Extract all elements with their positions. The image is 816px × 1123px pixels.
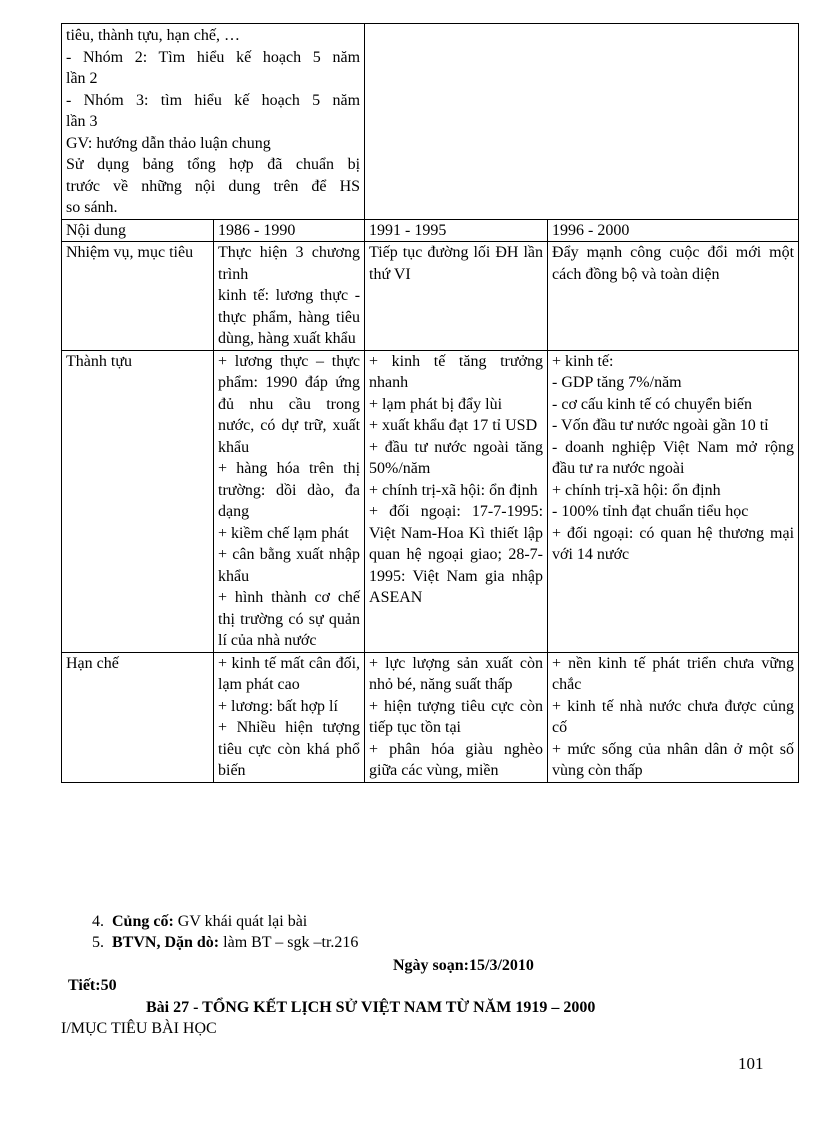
cell-line: kinh tế: lương thực - thực phẩm, hàng tiêu dùng, hàng xuất khẩu bbox=[218, 287, 361, 347]
cell-line: + cân bằng xuất nhập khẩu bbox=[218, 546, 361, 585]
lesson-title: Bài 27 - TỔNG KẾT LỊCH SỬ VIỆT NAM TỪ NĂM 1919 – 2000 bbox=[146, 999, 596, 1016]
cell-line: + kinh tế tăng trưởng nhanh bbox=[369, 352, 544, 391]
lesson-period: Tiết:50 bbox=[68, 977, 117, 994]
table-cell bbox=[365, 242, 548, 351]
cell-line: - GDP tăng 7%/năm bbox=[552, 374, 682, 391]
cell-line: + kiềm chế lạm phát bbox=[218, 524, 349, 542]
objectives-heading: I/MỤC TIÊU BÀI HỌC bbox=[61, 1020, 217, 1037]
cell-line: - cơ cấu kinh tế có chuyển biến bbox=[552, 395, 752, 413]
row-label: Thành tựu bbox=[62, 350, 214, 652]
list-number: 5. bbox=[92, 934, 104, 951]
list-item-consolidation bbox=[92, 911, 307, 932]
table-row bbox=[62, 652, 799, 782]
table-cell bbox=[214, 242, 365, 351]
intro-row bbox=[62, 24, 799, 220]
cell-line: + hiện tượng tiêu cực còn tiếp tục tồn tại bbox=[369, 697, 544, 736]
intro-line: - Nhóm 3: tìm hiểu kế hoạch 5 năm bbox=[66, 91, 361, 109]
cell-line: + phân hóa giàu nghèo giữa các vùng, miền bbox=[369, 740, 544, 779]
row-label: Hạn chế bbox=[62, 652, 214, 782]
list-item-text: làm BT – sgk –tr.216 bbox=[219, 934, 359, 951]
cell-line: + Nhiều hiện tượng tiêu cực còn khá phổ biến bbox=[218, 719, 361, 779]
cell-line: + đầu tư nước ngoài tăng 50%/năm bbox=[369, 438, 544, 477]
cell-line: + lương thực – thực phẩm: 1990 đáp ứng đủ nhu cầu trong nước, có dự trữ, xuất khẩu bbox=[218, 352, 361, 456]
table-cell bbox=[365, 652, 548, 782]
cell-line: + lương: bất hợp lí bbox=[218, 697, 338, 715]
header-cell: 1986 - 1990 bbox=[214, 219, 365, 242]
intro-cell bbox=[62, 24, 365, 220]
cell-line: + lực lượng sản xuất còn nhỏ bé, năng suất thấp bbox=[369, 654, 544, 693]
table-cell bbox=[365, 350, 548, 652]
table-cell bbox=[548, 652, 799, 782]
cell-line: + đối ngoại: có quan hệ thương mại với 14 nước bbox=[552, 524, 795, 563]
cell-line: + mức sống của nhân dân ở một số vùng còn thấp bbox=[552, 740, 795, 779]
table-cell bbox=[214, 350, 365, 652]
summary-table bbox=[61, 23, 799, 783]
list-item-text: GV khái quát lại bài bbox=[173, 913, 308, 930]
cell-line: + chính trị-xã hội: ổn định bbox=[369, 481, 538, 499]
cell-line: + hình thành cơ chế thị trường có sự quản lí của nhà nước bbox=[218, 589, 361, 649]
intro-empty-cell bbox=[365, 24, 799, 220]
table-cell bbox=[214, 652, 365, 782]
row-label: Nhiệm vụ, mục tiêu bbox=[62, 242, 214, 351]
intro-line: trước về những nội dung trên để HS bbox=[66, 177, 361, 195]
table-header-row bbox=[62, 219, 799, 242]
page-number: 101 bbox=[738, 1054, 764, 1073]
list-item-homework bbox=[92, 932, 358, 953]
intro-line: tiêu, thành tựu, hạn chế, … bbox=[66, 27, 240, 44]
cell-line: + kinh tế nhà nước chưa được củng cố bbox=[552, 697, 795, 736]
table-row bbox=[62, 350, 799, 652]
table-cell bbox=[548, 242, 799, 351]
intro-line: Sử dụng bảng tổng hợp đã chuẩn bị bbox=[66, 156, 361, 173]
list-item-heading: BTVN, Dặn dò: bbox=[112, 934, 220, 951]
cell-line: + xuất khẩu đạt 17 tỉ USD bbox=[369, 417, 538, 434]
cell-line: + chính trị-xã hội: ổn định bbox=[552, 481, 721, 499]
cell-line: + kinh tế mất cân đối, lạm phát cao bbox=[218, 654, 361, 693]
preparation-date: Ngày soạn:15/3/2010 bbox=[393, 957, 534, 974]
cell-line: - Vốn đầu tư nước ngoài gần 10 tỉ bbox=[552, 417, 769, 434]
intro-line: lần 2 bbox=[66, 70, 98, 87]
intro-line: lần 3 bbox=[66, 113, 98, 130]
cell-line: + hàng hóa trên thị trường: dồi dào, đa dạng bbox=[218, 460, 361, 520]
cell-line: Tiếp tục đường lối ĐH lần thứ VI bbox=[369, 244, 544, 283]
cell-line: + kinh tế: bbox=[552, 352, 614, 370]
cell-line: + nền kinh tế phát triển chưa vững chắc bbox=[552, 654, 795, 693]
list-item-heading: Củng cố: bbox=[112, 913, 174, 930]
cell-line: Đẩy mạnh công cuộc đổi mới một cách đồng bộ và toàn diện bbox=[552, 244, 795, 283]
table-cell bbox=[548, 350, 799, 652]
header-cell: 1996 - 2000 bbox=[548, 219, 799, 242]
cell-line: + lạm phát bị đẩy lùi bbox=[369, 395, 503, 413]
list-number: 4. bbox=[92, 913, 104, 930]
cell-line: Thực hiện 3 chương trình bbox=[218, 244, 361, 283]
intro-line: - Nhóm 2: Tìm hiểu kế hoạch 5 năm bbox=[66, 48, 361, 66]
cell-line: - doanh nghiệp Việt Nam mở rộng đầu tư ra nước ngoài bbox=[552, 438, 795, 477]
header-cell: 1991 - 1995 bbox=[365, 219, 548, 242]
cell-line: + đối ngoại: 17-7-1995: Việt Nam-Hoa Kì thiết lập quan hệ ngoại giao; 28-7-1995: Việt Nam gia nhập ASEAN bbox=[369, 503, 544, 606]
cell-line: - 100% tỉnh đạt chuẩn tiểu học bbox=[552, 503, 749, 520]
intro-line: GV: hướng dẫn thảo luận chung bbox=[66, 134, 271, 152]
header-cell: Nội dung bbox=[62, 219, 214, 242]
intro-line: so sánh. bbox=[66, 199, 118, 216]
table-row bbox=[62, 242, 799, 351]
